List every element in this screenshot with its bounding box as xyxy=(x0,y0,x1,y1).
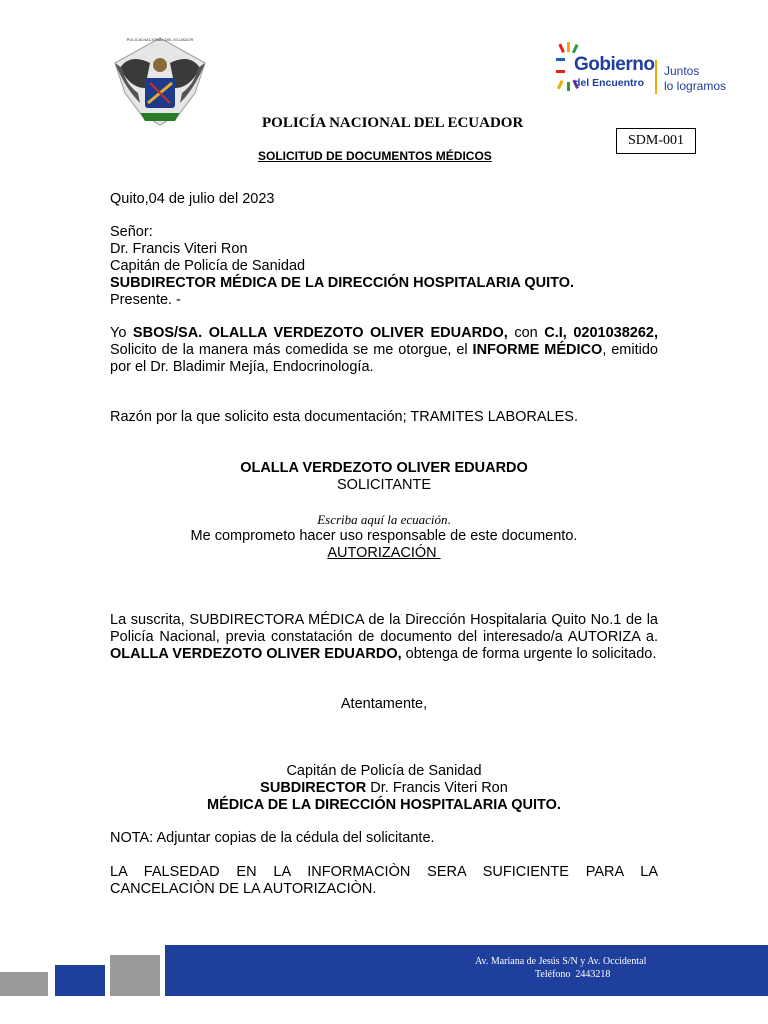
note: NOTA: Adjuntar copias de la cédula del solicitante. xyxy=(110,830,435,846)
recipient-rank: Capitán de Policía de Sanidad xyxy=(110,258,306,274)
signature-name-line xyxy=(110,780,658,797)
gov-logo-divider xyxy=(655,60,657,94)
presente: Presente. - xyxy=(110,292,181,308)
equation-placeholder-text: Escriba aquí la ecuación xyxy=(317,512,448,527)
footer-address: Av. Mariana de Jesús S/N y Av. Occidental xyxy=(475,956,647,967)
body-text-1: Yo xyxy=(110,325,133,341)
warning-text: LA FALSEDAD EN LA INFORMACIÒN SERA SUFICIENTE PARA LA CANCELACIÒN DE LA AUTORIZACIÒN. xyxy=(110,864,658,897)
police-crest-icon xyxy=(110,33,210,129)
authorization-heading-text: AUTORIZACIÓN xyxy=(327,545,441,561)
equation-placeholder[interactable]: Escriba aquí la ecuación. xyxy=(317,512,451,527)
document-title: SOLICITUD DE DOCUMENTOS MÉDICOS xyxy=(258,149,492,163)
doc-code-box: SDM-001 xyxy=(616,128,696,154)
body-text-4: , emitido por el Dr. Bladimir Mejía, Endocrinología. xyxy=(110,342,658,375)
authorization-heading xyxy=(110,545,658,562)
footer-blue-bar xyxy=(165,945,768,996)
footer-phone: Teléfono 2443218 xyxy=(535,969,611,980)
gov-logo-line2: del Encuentro xyxy=(574,77,645,89)
police-crest-logo xyxy=(110,33,210,129)
authorization-paragraph xyxy=(110,612,658,663)
footer-gray-block-left xyxy=(0,972,48,996)
body-text-3: Solicito de la manera más comedida se me otorgue, el xyxy=(110,342,473,358)
recipient-title: SUBDIRECTOR MÉDICA DE LA DIRECCIÓN HOSPITALARIA QUITO. xyxy=(110,275,575,291)
footer-gray-block-mid xyxy=(110,955,160,996)
letter-date: Quito,04 de julio del 2023 xyxy=(110,191,275,207)
body-text-2: con xyxy=(507,325,545,341)
recipient-name: Dr. Francis Viteri Ron xyxy=(110,241,248,257)
body-id: C.I, 0201038262, xyxy=(544,325,658,341)
signature-title: SUBDIRECTOR xyxy=(260,780,367,796)
body-document: INFORME MÉDICO xyxy=(472,342,603,358)
footer-blue-block-small xyxy=(55,965,105,996)
salutation: Señor: xyxy=(110,224,153,240)
applicant-role: SOLICITANTE xyxy=(337,477,431,493)
auth-text-2: obtenga de forma urgente lo solicitado. xyxy=(401,646,657,662)
government-logo xyxy=(556,42,736,100)
request-reason: Razón por la que solicito esta documentación; TRAMITES LABORALES. xyxy=(110,409,578,425)
gov-slogan-2: lo logramos xyxy=(664,79,727,93)
auth-text-1: La suscrita, SUBDIRECTORA MÉDICA de la Dirección Hospitalaria Quito No.1 de la Policía Nacional, previa constatación de documento del interesado/a AUTORIZA a. xyxy=(110,612,658,645)
applicant-name: OLALLA VERDEZOTO OLIVER EDUARDO xyxy=(240,460,528,476)
signature-rank: Capitán de Policía de Sanidad xyxy=(286,763,482,779)
auth-applicant: OLALLA VERDEZOTO OLIVER EDUARDO, xyxy=(110,646,402,662)
request-paragraph xyxy=(110,325,658,376)
commitment-text: Me comprometo hacer uso responsable de este documento. xyxy=(190,528,578,544)
gov-slogan-1: Juntos xyxy=(664,64,700,78)
signature-name: Dr. Francis Viteri Ron xyxy=(366,780,508,796)
institution-name: POLICÍA NACIONAL DEL ECUADOR xyxy=(262,115,524,131)
closing: Atentamente, xyxy=(340,696,428,712)
crest-label: POLICIA NACIONAL DEL ECUADOR xyxy=(126,37,194,42)
gov-logo-line1: Gobierno xyxy=(574,54,655,75)
body-applicant: SBOS/SA. OLALLA VERDEZOTO OLIVER EDUARDO, xyxy=(132,325,508,341)
signature-dept: MÉDICA DE LA DIRECCIÓN HOSPITALARIA QUITO. xyxy=(207,797,561,813)
